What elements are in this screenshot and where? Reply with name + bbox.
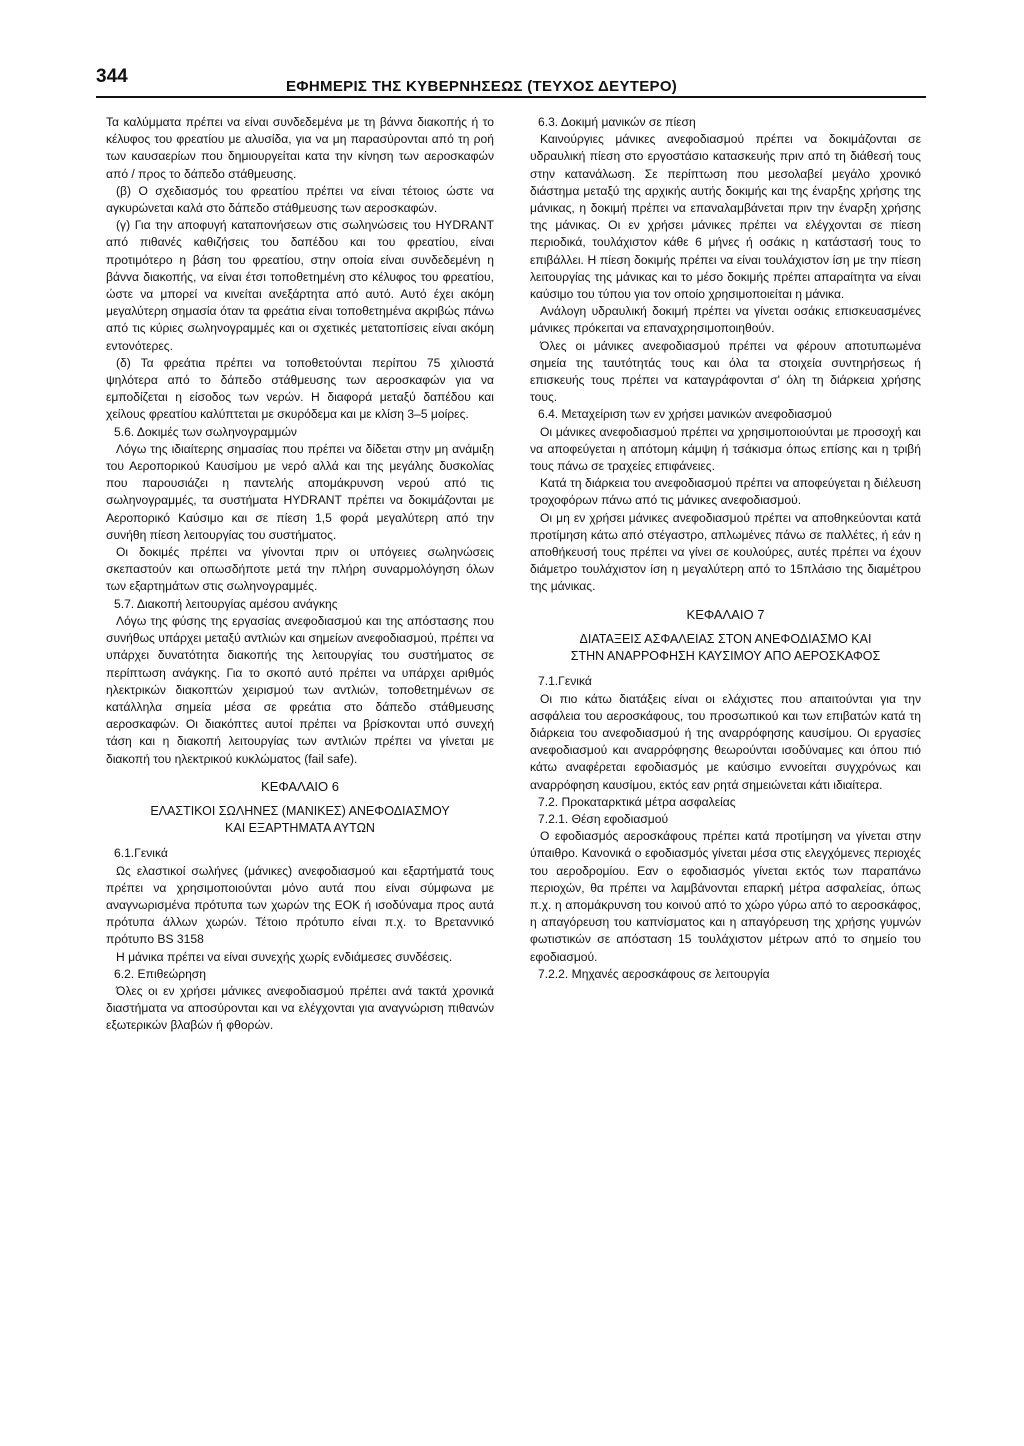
paragraph: Τα καλύμματα πρέπει να είναι συνδεδεμένα με τη βάνvα διακοπής ή το κέλυφος του φρεατίου με αλυσίδα, για να μη παρασύρονται από τη ροή των καυσαερίων που δημιουργείται κατα την κίνηση των αεροσκαφών από / προς το δάπεδο στάθμευσης. xyxy=(106,115,494,181)
paragraph: Όλες οι εν χρήσει μάνικες ανεφοδιασμού πρέπει ανά τακτά χρονικά διαστήματα να αποσύρονται και να ελέγχονται για αναγνώριση πιθανών εξωτερικών βλαβών ή φθορών. xyxy=(106,983,494,1033)
chapter-6-heading: ΚΕΦΑΛΑΙΟ 6 xyxy=(261,778,339,794)
page-header xyxy=(96,66,924,96)
paragraph: Οι μη εν χρήσει μάνικες ανεφοδιασμού πρέπει να αποθηκεύονται κατά προτίμηση κάτω από στέγαστρο, απλωμένες πάνω σε παλλέτες, ή εάν η αποθήκευσή τους πρέπει να γίνει σε κουλούρες, αυτές πρέπει να έχουν διάμετρο τουλάχιστον ίση η μεγαλύτερη από το 15πλάσιο της διαμέτρου της μάνικας. xyxy=(530,510,921,594)
paragraph: Οι πιο κάτω διατάξεις είναι οι ελάχιστες που απαιτούνται για την ασφάλεια του αεροσκάφους, του προσωπικού και των επιβατών κατά τη διάρκεια του ανεφοδιασμού ή της αναρρόφησης καυσίμου. Οι εργασίες ανεφοδιασμού και αναρρόφησης θεωρούνται ισοδύναμες και όπου πιό κάτω αναφέρεται εφοδιασμός με καύσιμο εννοείται συγχρόνως και αναρρόφηση καυσίμου, εκτός εαν ρητά σημειώνεται κάτι ιδιαίτερα. xyxy=(530,691,921,792)
header-rule xyxy=(96,96,926,98)
section-heading-6-3: 6.3. Δοκιμή μανικών σε πίεση xyxy=(538,115,696,129)
section-heading-6-2: 6.2. Επιθεώρηση xyxy=(114,966,206,981)
paragraph: Καινούργιες μάνικες ανεφοδιασμού πρέπει να δοκιμάζονται σε υδραυλική πίεση στο εργοστάσιο κατασκευής πριν από τη διάθεσή τους στην κατανάλωση. Σε περίπτωση που μεσολαβεί μεγάλο χρονικό διάστημα μεταξύ της αρχικής αυτής δοκιμής και της έναρξης χρήσης της μάνικας, η δοκιμή πρέπει να επαναλαμβάνεται πριν την έναρξη χρήσης της μάνικας. Οι εν χρήσει μάνικες πρέπει να ελέγχονται σε πίεση περιοδικά, τουλάχιστον κάθε 6 μήνες ή οσάκις η κατάστασή τους το επιβάλλει. Η πίεση δοκιμής πρέπει να είναι τουλάχιστον ίση με την πίεση λειτουργίας της μάνικας και το μέσο δοκιμής πρέπει απαραίτητα να είναι καύσιμο του τύπου για τον οποίο χρησιμοποιείται η μάνικα. xyxy=(530,132,921,302)
paragraph: Όλες οι μάνικες ανεφοδιασμού πρέπει να φέρουν αποτυπωμένα σημεία της ταυτότητάς τους και όλα τα στοιχεία συντηρήσεως ή επισκευής τους πρέπει να καταγράφονται σ' όλη τη διάρκεια χρήσης τους. xyxy=(530,338,921,405)
section-heading-7-2-2: 7.2.2. Μηχανές αεροσκάφους σε λειτουργία xyxy=(538,966,770,981)
section-heading-6-4: 6.4. Μεταχείριση των εν χρήσει μανικών ανεφοδιασμού xyxy=(538,407,832,422)
paragraph: Ως ελαστικοί σωλήνες (μάνικες) ανεφοδιασμού και εξαρτήματά τους πρέπει να χρησιμοποιούνται μόνο αυτά που είναι σύμφωνα με αναγνωρισμένα πρότυπα των χωρών της ΕΟΚ ή ισοδύναμα προς αυτά πρότυπα άλλων χωρών. Τέτοιο πρότυπο είναι π.χ. το Βρεταννικό πρότυπο BS 3158 xyxy=(106,863,494,947)
right-column xyxy=(530,114,921,983)
section-heading-7-2-1: 7.2.1. Θέση εφοδιασμού xyxy=(538,811,669,826)
section-heading-7-1: 7.1.Γενικά xyxy=(538,674,592,689)
paragraph: Οι μάνικες ανεφοδιασμού πρέπει να χρησιμοποιούνται με προσοχή και να αποφεύγεται η απότομη κάμψη ή τσάκισμα όπως επίσης και η τριβή τους πάνω σε τραχείες επιφάνειες. xyxy=(530,424,921,474)
chapter-7-title-line-2: ΣΤΗΝ ΑΝΑΡΡΟΦΗΣΗ ΚΑΥΣΙΜΟΥ ΑΠΟ ΑΕΡΟΣΚΑΦΟΣ xyxy=(570,649,881,664)
left-column xyxy=(106,114,494,1035)
chapter-6-title-line-1: ΕΛΑΣΤΙΚΟΙ ΣΩΛΗΝΕΣ (ΜΑΝΙΚΕΣ) ΑΝΕΦΟΔΙΑΣΜΟΥ xyxy=(150,803,450,818)
paragraph: Η μάνικα πρέπει να είναι συνεχής χωρίς ενδιάμεσες συνδέσεις. xyxy=(116,949,453,964)
section-heading-5-6: 5.6. Δοκιμές των σωληνογραμμών xyxy=(114,424,297,439)
running-title: ΕΦΗΜΕΡΙΣ ΤΗΣ ΚΥΒΕΡΝΗΣΕΩΣ (ΤΕΥΧΟΣ ΔΕΥΤΕΡΟ) xyxy=(286,78,678,95)
paragraph: Ο εφοδιασμός αεροσκάφους πρέπει κατά προτίμηση να γίνεται στην ύπαιθρο. Κανονικά ο εφοδιασμός γίνεται μέσα στις ελεγχόμενες περιοχές του αεροδρομίου. Εαν ο εφοδιασμός γίνεται εκτός των παραπάνω περιοχών, θα πρέπει να λαμβάνονται επαρκή μέτρα ασφαλείας, όπως π.χ. η απομάκρυνση του κοινού από το χώρο γύρω από το αεροσκάφος, η απαγόρευση του καπνίσματος και η απαγόρευση της χρήσης γυμνών φωτιστικών σε απόσταση 15 τουλάχιστον μέτρων από το σημείο του εφοδιασμού. xyxy=(530,829,921,964)
paragraph: Κατά τη διάρκεια του ανεφοδιασμού πρέπει να αποφεύγεται η διέλευση τροχοφόρων πάνω από τις μάνικες ανεφοδιασμού. xyxy=(530,476,921,508)
section-heading-6-1: 6.1.Γενικά xyxy=(114,846,168,861)
chapter-6-title-line-2: ΚΑΙ ΕΞΑΡΤΗΜΑΤΑ ΑΥΤΩΝ xyxy=(225,821,375,836)
paragraph: Ανάλογη υδραυλική δοκιμή πρέπει να γίνεται οσάκις επισκευασμένες μάνικες πρόκειται να επαναχρησιμοποιηθούν. xyxy=(530,304,921,336)
chapter-7-title-line-1: ΔΙΑΤΑΞΕΙΣ ΑΣΦΑΛΕΙΑΣ ΣΤΟΝ ΑΝΕΦΟΔΙΑΣΜΟ ΚΑΙ xyxy=(579,631,872,646)
paragraph: (β) Ο σχεδιασμός του φρεατίου πρέπει να είναι τέτοιος ώστε να αγκυρώνεται καλά στο δάπεδο στάθμευσης των αεροσκαφών. xyxy=(106,183,494,216)
paragraph: (δ) Τα φρεάτια πρέπει να τοποθετούνται περίπου 75 χιλιοστά ψηλότερα από το δάπεδο στάθμευσης των αεροσκαφών για να εμποδίζεται η είσοδος των νερών. Η διαφορά μεταξύ δαπέδου και χείλους φρεατίου καλύπτεται με σκυρόδεμα και με κλίση 3–5 μοίρες. xyxy=(106,355,494,422)
chapter-7-heading: ΚΕΦΑΛΑΙΟ 7 xyxy=(686,606,765,622)
section-heading-7-2: 7.2. Προκαταρκτικά μέτρα ασφαλείας xyxy=(538,794,736,809)
paragraph: Λόγω της ιδιαίτερης σημασίας που πρέπει να δίδεται στην μη ανάμιξη του Αεροπορικού Καυσίμου με νερό αλλά και της μεγάλης δυσκολίας που παρουσιάζει η παντελής απομάκρυνση νερού από τις σωληνογραμμές, τα συστήματα HYDRANT πρέπει να δοκιμάζονται με Αεροπορικό Καύσιμο και σε πίεση 1,5 φορά μεγαλύτερη από την συνήθη πίεση λειτουργίας του συστήματος. xyxy=(106,441,494,542)
paragraph: Οι δοκιμές πρέπει να γίνονται πριν οι υπόγειες σωληνώσεις σκεπαστούν και οπωσδήποτε μετά την πλήρη συναρμολόγηση όλων των εξαρτημάτων στις σωληνογραμμές. xyxy=(106,545,494,594)
section-heading-5-7: 5.7. Διακοπή λειτουργίας αμέσου ανάγκης xyxy=(114,596,338,611)
page-number: 344 xyxy=(96,66,128,87)
paragraph: Λόγω της φύσης της εργασίας ανεφοδιασμού και της απόστασης που συνήθως υπάρχει μεταξύ αντλιών και σημείων ανεφοδιασμού, πρέπει να υπάρχει δυνατότητα διακοπής της λειτουργίας του συστήματος σε περίπτωση ανάγκης. Για το σκοπό αυτό πρέπει να υπάρχει αριθμός ηλεκτρικών διακοπτών χειρισμού των αντλιών, τοποθετημένων σε κατάλληλα σημεία μέσα σε φρεάτια στο δάπεδο στάθμευσης αεροσκαφών. Οι διακόπτες αυτοί πρέπει να βρίσκονται υπό συνεχή τάση και η διακοπή λειτουργίας των αντλιών πρέπει να γίνεται με διακοπή του ηλεκτρικού κυκλώματος (fail safe). xyxy=(106,613,494,766)
paragraph: (γ) Για την αποφυγή καταπονήσεων στις σωληνώσεις του HYDRANT από πιθανές καθιζήσεις του δαπέδου και του φρεατίου, είναι προτιμότερο η βάση του φρεατίου, στην οποία είναι συνδεδεμένη η βάνvα διακοπής, να είναι έτσι τοποθετημένη στο κέλυφος του φρεατίου, ώστε να μπορεί να κινείται ανεξάρτητα από αυτό. Αυτό έχει ακόμη μεγαλύτερη σημασία όταν τα φρεάτια είναι τοποθετημένα ακριβώς πάνω από τις κύριες σωληνογραμμές και οι σχετικές μετατοπίσεις είναι ακόμη εντονότερες. xyxy=(106,218,494,353)
